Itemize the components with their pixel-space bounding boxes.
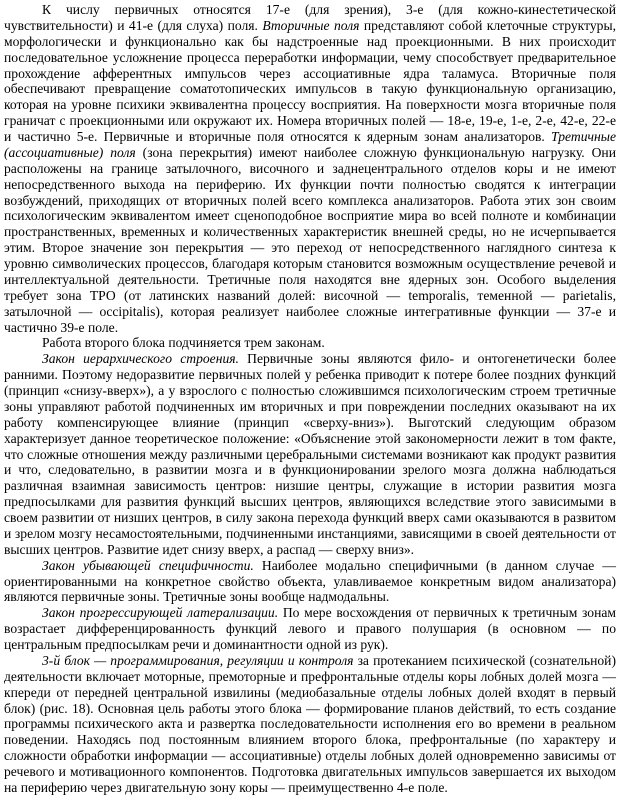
term-law-decreasing-specificity: Закон убывающей специфичности. (42, 557, 254, 573)
term-law-progressive-lateralization: Закон прогрессирующей латерализации. (42, 605, 279, 621)
paragraph-law-decreasing-specificity (4, 558, 616, 606)
text-segment: Работа второго блока подчиняется трем законам. (42, 335, 325, 351)
paragraph-law-hierarchical-structure (4, 351, 616, 557)
text-segment: По мере восхождения от первичных к третичным зонам возрастает дифференцированность функций левого и правого полушария (в основном — по центральным предпосылкам речи и доминантности одной из рук). (4, 605, 617, 652)
term-third-block: 3-й блок — программирования, регуляции и контроля (42, 652, 354, 668)
paragraph-law-progressive-lateralization (4, 605, 616, 653)
paragraph-primary-secondary-tertiary-fields (4, 2, 616, 335)
text-segment: Первичные зоны являются фило- и онтогенетически более ранними. Поэтому недоразвитие первичных полей у ребенка приводит к потере более поздних функций (принцип «снизу-вверх»), а у взрослого с полностью сложившимся психологическим строем третичные зоны управляют работой подчиненных им вторичных и при повреждении последних оказывают на их работу компенсирующее влияние (принцип «сверху-вниз»). Выготский следующим образом характеризует данное теоретическое положение: «Объяснение этой закономерности лежит в том факте, что сложные отношения между различными церебральными системами возникают как продукт развития и что, следовательно, в развитии мозга и в функционировании зрелого мозга должна наблюдаться различная взаимная зависимость центров: низшие центры, служащие в истории развития мозга предпосылками для развития функций высших центров, являющихся вследствие этого зависимыми в своем развитии от низших центров, в силу закона перехода функций вверх сами оказываются в развитом и зрелом мозгу несамостоятельными, подчиненными инстанциями, зависящими в своей деятельности от высших центров. Развитие идет снизу вверх, а распад — сверху вниз». (4, 351, 616, 557)
term-secondary-fields: Вторичные поля (262, 17, 360, 33)
paragraph-third-block (4, 653, 616, 796)
text-segment: К числу первичных относятся 17-е (для зрения), 3-е (для кожно-кинестетической чувствительности) и 41-е (для слуха) поля. (4, 2, 616, 33)
text-segment: Наиболее модально специфичными (в данном случае — ориентированными на конкретное свойство объекта, улавливаемое конкретным видом анализатора) являются первичные зоны. Третичные зоны вообще надмодальны. (4, 557, 616, 605)
paragraph-three-laws-intro (4, 335, 616, 351)
text-segment: за протеканием психической (сознательной) деятельности включает моторные, премоторные и префронтальные отделы коры лобных долей мозга — кпереди от передней центральной извилины (медиобазальные отделы лобных долей входят в первый блок) (рис. 18). Основная цель работы этого блока — формирование планов действий, то есть создание программы психического акта и развертка последовательности исполнения его во времени в реальном поведении. Находясь под постоянным влиянием второго блока, префронтальные (по характеру и сложности обработки информации — ассоциативные) отделы лобных долей одновременно зависимы от речевого и мотивационного компонентов. Подготовка двигательных импульсов завершается их выходом на периферию через двигательную зону коры — преимущественно 4-е поле. (4, 652, 616, 795)
term-tertiary-fields: Третичные (ассоциативные) поля (4, 129, 616, 160)
text-segment: представляют собой клеточные структуры, морфологически и функционально как бы надстроенные над проекционными. В них происходит последовательное усложнение процесса переработки информации, чему способствует предварительное прохождение афферентных импульсов через ассоциативные ядра таламуса. Вторичные поля обеспечивают превращение соматотопических импульсов в такую функциональную организацию, которая на уровне психики эквивалентна процессу восприятия. На поверхности мозга вторичные поля граничат с проекционными или окружают их. Номера вторичных полей — 18-е, 19-е, 1-е, 2-е, 42-е, 22-е и частично 5-е. Первичные и вторичные поля относятся к ядерным зонам анализаторов. (4, 17, 616, 144)
text-segment: (зона перекрытия) имеют наиболее сложную функциональную нагрузку. Они расположены на границе затылочного, височного и заднецентрального отделов коры и не имеют непосредственного выхода на периферию. Их функции почти полностью сводятся к интеграции возбуждений, приходящих от вторичных полей всего комплекса анализаторов. Работа этих зон своим психологическим эквивалентом имеет сценоподобное восприятие мира во всей полноте и комбинации пространственных, временных и количественных характеристик внешней среды, но не исчерпывается этим. Второе значение зон перекрытия — это переход от непосредственного наглядного синтеза к уровню символических процессов, благодаря которым становится возможным осуществление речевой и интеллектуальной деятельности. Третичные поля находятся вне ядерных зон. Особого выделения требует зона ТРО (от латинских названий долей: височной — temporalis, теменной — parietalis, затылочной — occipitalis), которая реализует наиболее сложные интегративные функции — 37-е и частично 39-е поле. (4, 144, 616, 335)
term-law-hierarchical-structure: Закон иерархического строения. (42, 351, 239, 367)
